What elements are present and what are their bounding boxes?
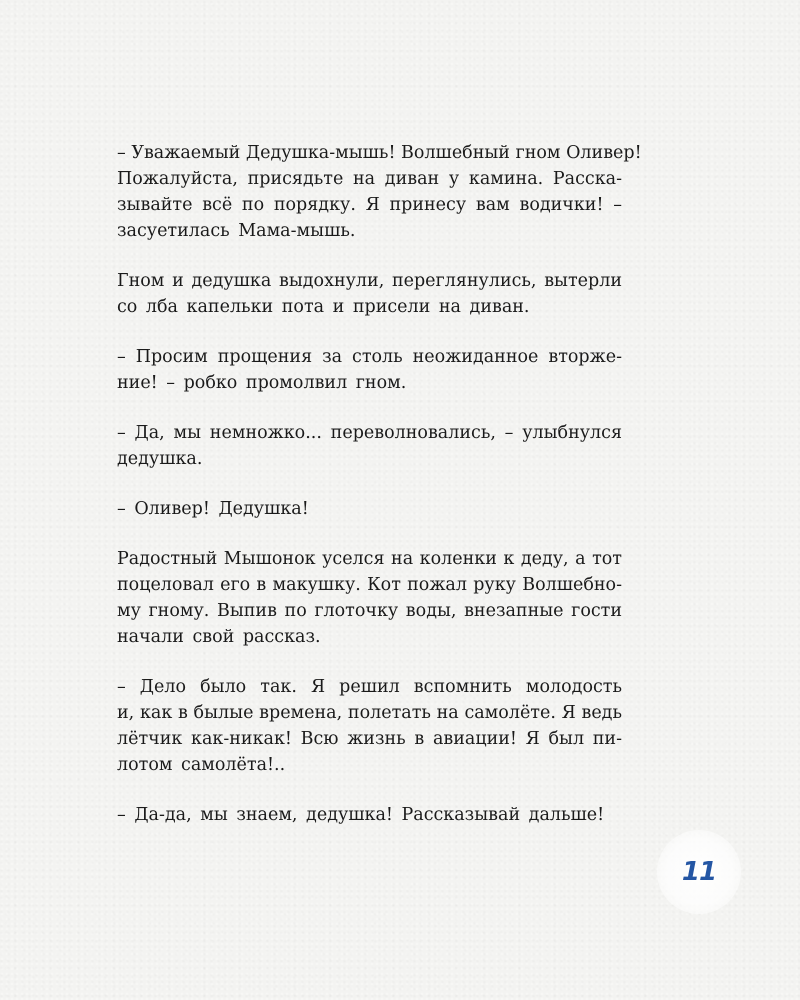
paragraph bbox=[117, 546, 622, 650]
paragraph bbox=[117, 268, 622, 320]
story-text bbox=[117, 140, 642, 852]
text-line: зывайте всё по порядку. Я принесу вам водички! – bbox=[117, 195, 622, 215]
text-line: дедушка. bbox=[117, 449, 203, 469]
text-line: – Уважаемый Дедушка-мышь! Волшебный гном Оливер! bbox=[117, 143, 642, 163]
page-number-badge bbox=[657, 830, 741, 914]
text-line: Пожалуйста, присядьте на диван у камина. Расска- bbox=[117, 169, 622, 189]
text-line: Радостный Мышонок уселся на коленки к деду, а тот bbox=[117, 549, 622, 569]
paragraph bbox=[117, 140, 642, 244]
text-line: ние! – робко промолвил гном. bbox=[117, 373, 407, 393]
text-line: засуетилась Мама-мышь. bbox=[117, 221, 356, 241]
text-line: – Да-да, мы знаем, дедушка! Рассказывай дальше! bbox=[117, 805, 605, 825]
paragraph bbox=[117, 674, 622, 778]
text-line: – Дело было так. Я решил вспомнить молодость bbox=[117, 677, 622, 697]
text-line: и, как в былые времена, полетать на самолёте. Я ведь bbox=[117, 703, 622, 723]
page-number: 11 bbox=[681, 857, 717, 887]
text-line: – Просим прощения за столь неожиданное вторже- bbox=[117, 347, 622, 367]
text-line: – Да, мы немножко... переволновались, – улыбнулся bbox=[117, 423, 622, 443]
text-line: лотом самолёта!.. bbox=[117, 755, 286, 775]
text-line: со лба капельки пота и присели на диван. bbox=[117, 297, 530, 317]
paragraph bbox=[117, 420, 622, 472]
text-line: лётчик как-никак! Всю жизнь в авиации! Я был пи- bbox=[117, 729, 622, 749]
paragraph bbox=[117, 344, 622, 396]
text-line: му гному. Выпив по глоточку воды, внезапные гости bbox=[117, 601, 622, 621]
text-line: – Оливер! Дедушка! bbox=[117, 499, 309, 519]
paragraph bbox=[117, 802, 622, 828]
text-line: начали свой рассказ. bbox=[117, 627, 321, 647]
text-line: поцеловал его в макушку. Кот пожал руку Волшебно- bbox=[117, 575, 622, 595]
text-line: Гном и дедушка выдохнули, переглянулись, вытерли bbox=[117, 271, 622, 291]
paragraph bbox=[117, 496, 622, 522]
